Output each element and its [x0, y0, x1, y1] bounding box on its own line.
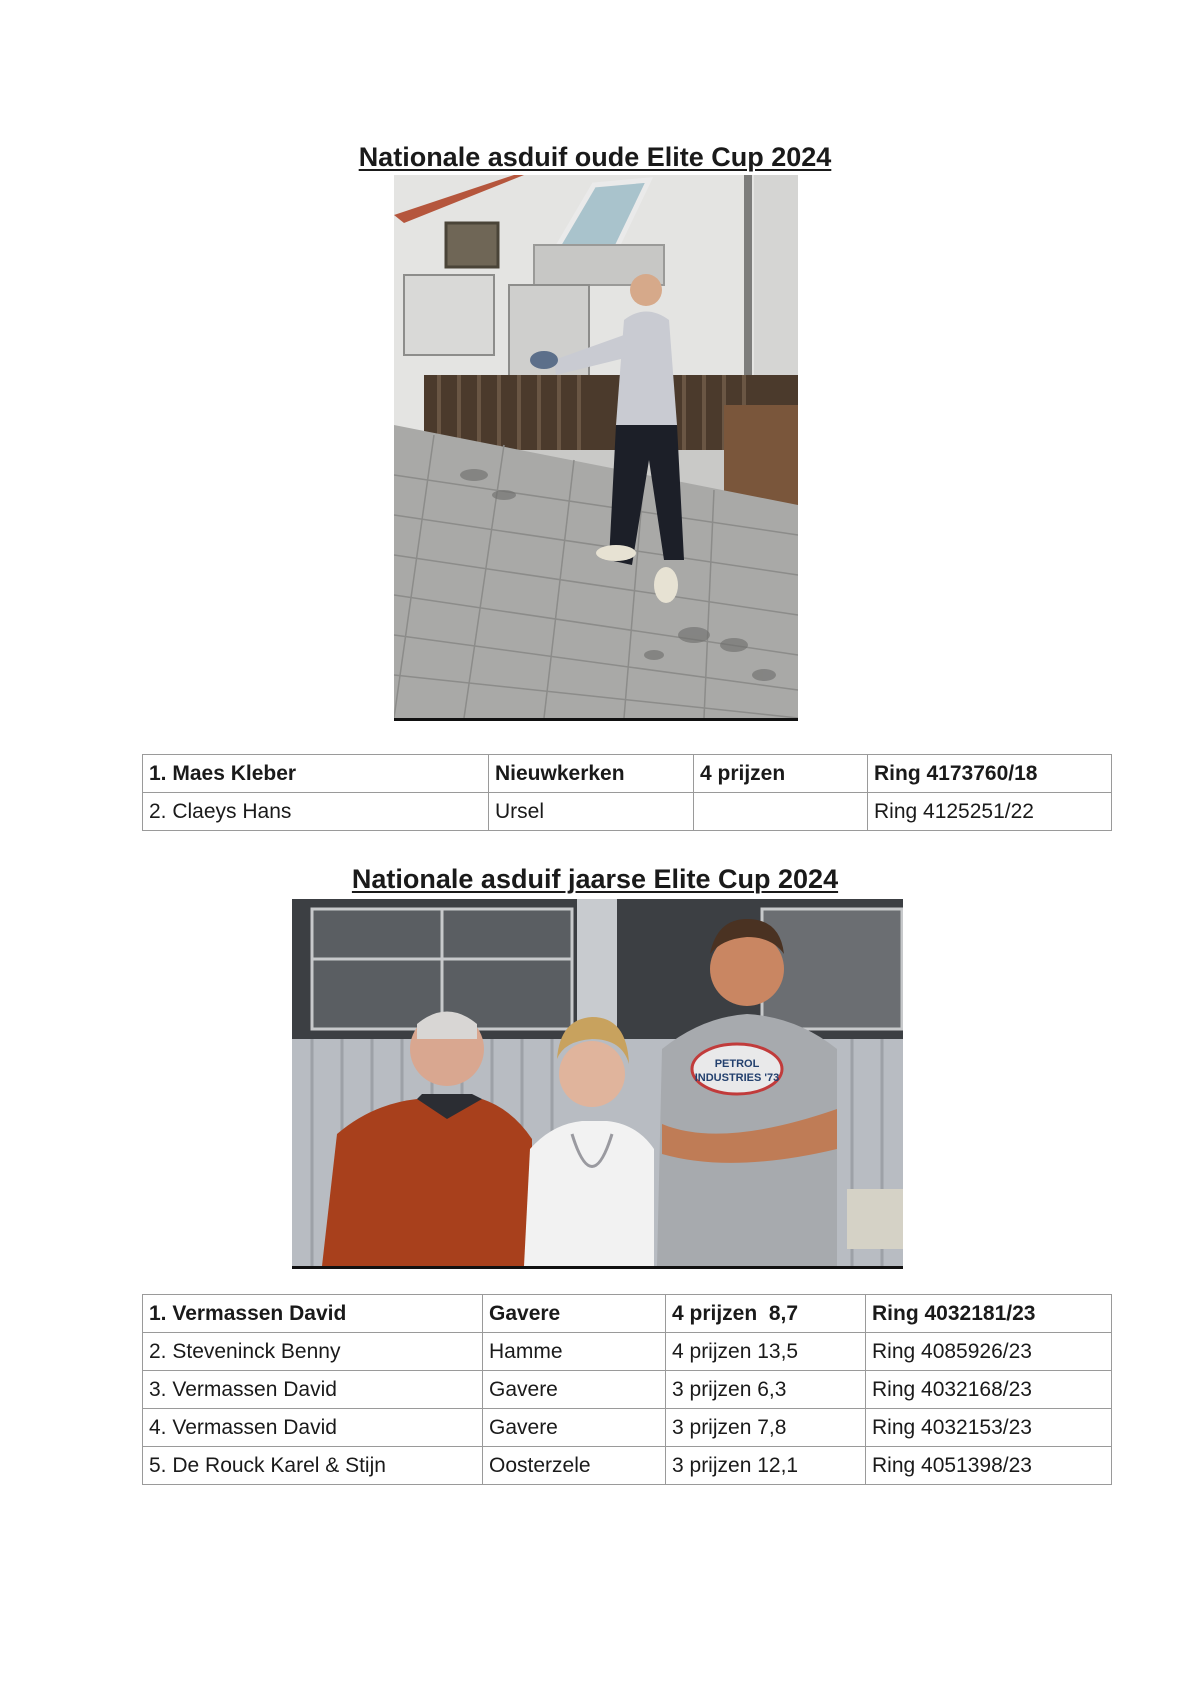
prizes-cell: 3 prijzen 6,3: [666, 1371, 866, 1409]
rank-name-cell: 1. Maes Kleber: [143, 755, 489, 793]
prizes-cell: 3 prijzen 12,1: [666, 1447, 866, 1485]
table-row: [143, 793, 1112, 831]
ring-cell: Ring 4032153/23: [866, 1409, 1112, 1447]
town-cell: Ursel: [489, 793, 694, 831]
town-cell: Nieuwkerken: [489, 755, 694, 793]
prizes-cell: 4 prijzen 13,5: [666, 1333, 866, 1371]
rank-name-cell: 5. De Rouck Karel & Stijn: [143, 1447, 483, 1485]
table-row: [143, 755, 1112, 793]
table-row: [143, 1333, 1112, 1371]
photo-three-people-at-loft: [292, 899, 903, 1269]
rank-name-cell: 4. Vermassen David: [143, 1409, 483, 1447]
section-title-old-birds: Nationale asduif oude Elite Cup 2024: [358, 142, 832, 172]
town-cell: Hamme: [483, 1333, 666, 1371]
ring-cell: Ring 4032168/23: [866, 1371, 1112, 1409]
rank-name-cell: 2. Steveninck Benny: [143, 1333, 483, 1371]
photo-man-holding-pigeon: [394, 175, 798, 721]
town-cell: Gavere: [483, 1295, 666, 1333]
shirt-print-line1: PETROL: [714, 1058, 760, 1070]
table-row: [143, 1409, 1112, 1447]
ring-cell: Ring 4125251/22: [868, 793, 1112, 831]
prizes-cell: 4 prijzen: [694, 755, 868, 793]
results-table-old-birds: [142, 754, 1112, 831]
table-row: [143, 1371, 1112, 1409]
section-title-yearlings: Nationale asduif jaarse Elite Cup 2024: [351, 864, 839, 894]
ring-cell: Ring 4051398/23: [866, 1447, 1112, 1485]
ring-cell: Ring 4085926/23: [866, 1333, 1112, 1371]
rank-name-cell: 3. Vermassen David: [143, 1371, 483, 1409]
table-row: [143, 1447, 1112, 1485]
rank-name-cell: 1. Vermassen David: [143, 1295, 483, 1333]
town-cell: Gavere: [483, 1409, 666, 1447]
table-row: [143, 1295, 1112, 1333]
town-cell: Gavere: [483, 1371, 666, 1409]
town-cell: Oosterzele: [483, 1447, 666, 1485]
shirt-print-line2: INDUSTRIES '73: [694, 1072, 780, 1084]
prizes-cell: 4 prijzen 8,7: [666, 1295, 866, 1333]
prizes-cell: 3 prijzen 7,8: [666, 1409, 866, 1447]
prizes-cell: [694, 793, 868, 831]
rank-name-cell: 2. Claeys Hans: [143, 793, 489, 831]
ring-cell: Ring 4032181/23: [866, 1295, 1112, 1333]
ring-cell: Ring 4173760/18: [868, 755, 1112, 793]
results-table-yearlings: [142, 1294, 1112, 1485]
